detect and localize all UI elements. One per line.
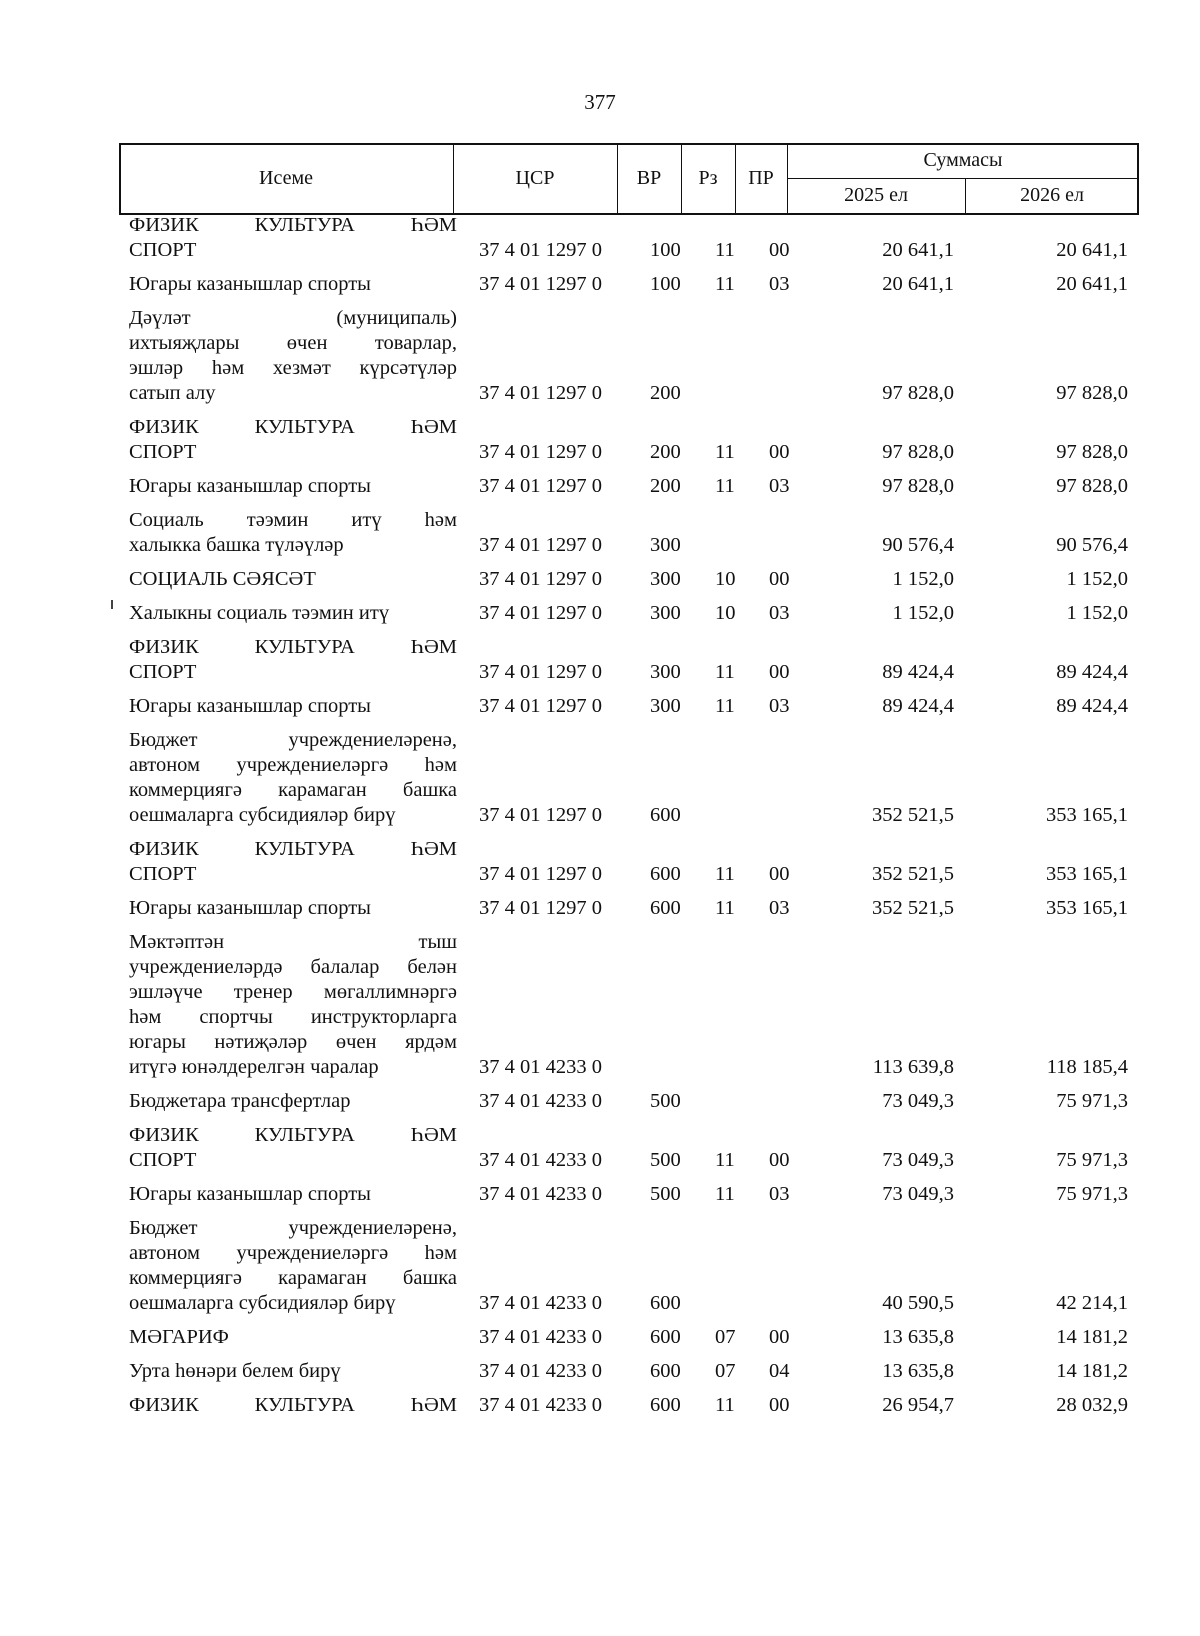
row-name-line: ФИЗИК КУЛЬТУРА ҺӘМ (129, 416, 457, 438)
row-name-line: Дәүләт (муниципаль) (129, 307, 457, 329)
row-sum-2026: 75 971,3 (1056, 1183, 1128, 1205)
page-number: 377 (584, 90, 616, 114)
row-sum-2025: 40 590,5 (882, 1292, 954, 1314)
table-row (0, 694, 1200, 719)
row-sum-2026: 90 576,4 (1056, 534, 1128, 556)
row-sum-2025: 97 828,0 (882, 441, 954, 463)
row-pr: 03 (769, 1183, 790, 1205)
row-name-line: Халыкны социаль тәэмин итү (129, 602, 390, 624)
row-vr: 500 (650, 1090, 681, 1112)
row-sum-2025: 13 635,8 (882, 1360, 954, 1382)
row-sum-2025: 73 049,3 (882, 1183, 954, 1205)
row-name (129, 837, 457, 887)
row-csr: 37 4 01 1297 0 (479, 602, 602, 624)
row-sum-2025: 89 424,4 (882, 661, 954, 683)
row-vr: 200 (650, 382, 681, 404)
table-row (0, 508, 1200, 558)
header-year-2025: 2025 ел (844, 184, 908, 206)
row-vr: 600 (650, 1326, 681, 1348)
row-csr: 37 4 01 4233 0 (479, 1360, 602, 1382)
row-sum-2025: 97 828,0 (882, 475, 954, 497)
row-rz: 11 (715, 1183, 735, 1205)
row-name-line: ФИЗИК КУЛЬТУРА ҺӘМ (129, 1124, 457, 1146)
row-vr: 600 (650, 1292, 681, 1314)
row-name (129, 635, 457, 685)
row-csr: 37 4 01 1297 0 (479, 273, 602, 295)
row-sum-2025: 97 828,0 (882, 382, 954, 404)
row-csr: 37 4 01 4233 0 (479, 1056, 602, 1078)
row-rz: 11 (715, 1149, 735, 1171)
row-sum-2026: 97 828,0 (1056, 382, 1128, 404)
row-sum-2025: 20 641,1 (882, 239, 954, 261)
row-name (129, 306, 457, 406)
row-sum-2025: 1 152,0 (892, 568, 954, 590)
row-csr: 37 4 01 1297 0 (479, 441, 602, 463)
row-csr: 37 4 01 1297 0 (479, 695, 602, 717)
row-sum-2026: 89 424,4 (1056, 695, 1128, 717)
row-vr: 500 (650, 1149, 681, 1171)
table-row (0, 213, 1200, 263)
header-rz: Рз (698, 166, 718, 189)
row-sum-2025: 89 424,4 (882, 695, 954, 717)
row-sum-2025: 73 049,3 (882, 1090, 954, 1112)
header-year-2026: 2026 ел (1020, 184, 1084, 206)
row-name (129, 213, 457, 263)
row-name (129, 272, 457, 297)
row-vr: 100 (650, 239, 681, 261)
row-name-line: ФИЗИК КУЛЬТУРА ҺӘМ (129, 1394, 457, 1416)
row-name-line: ФИЗИК КУЛЬТУРА ҺӘМ (129, 636, 457, 658)
row-name-line: эшләүче тренер мөгаллимнәргә (129, 981, 457, 1003)
table-row (0, 601, 1200, 626)
row-pr: 04 (769, 1360, 790, 1382)
row-name (129, 896, 457, 921)
row-pr: 03 (769, 273, 790, 295)
row-name-line: Югары казанышлар спорты (129, 695, 371, 717)
row-rz: 11 (715, 1394, 735, 1416)
row-pr: 00 (769, 1326, 790, 1348)
row-name-line: коммерциягә карамаган башка (129, 1267, 457, 1289)
header-pr: ПР (748, 166, 774, 189)
row-vr: 500 (650, 1183, 681, 1205)
row-vr: 600 (650, 804, 681, 826)
row-name-line: коммерциягә карамаган башка (129, 779, 457, 801)
header-csr: ЦСР (515, 166, 555, 189)
row-sum-2026: 353 165,1 (1046, 804, 1128, 826)
row-pr: 03 (769, 695, 790, 717)
row-csr: 37 4 01 4233 0 (479, 1394, 602, 1416)
row-pr: 00 (769, 239, 790, 261)
row-name (129, 1216, 457, 1316)
row-name (129, 728, 457, 828)
row-name (129, 601, 457, 626)
row-csr: 37 4 01 1297 0 (479, 863, 602, 885)
table-row (0, 635, 1200, 685)
row-rz: 11 (715, 475, 735, 497)
row-rz: 11 (715, 695, 735, 717)
row-sum-2026: 118 185,4 (1046, 1056, 1128, 1078)
row-sum-2025: 1 152,0 (892, 602, 954, 624)
row-sum-2026: 28 032,9 (1056, 1394, 1128, 1416)
row-name-line: Югары казанышлар спорты (129, 1183, 371, 1205)
row-name-line: автоном учреждениеләргә һәм (129, 754, 457, 776)
row-name-line: СПОРТ (129, 441, 197, 463)
row-pr: 03 (769, 897, 790, 919)
row-vr: 200 (650, 475, 681, 497)
row-name-line: ихтыяҗлары өчен товарлар, (129, 332, 457, 354)
row-vr: 600 (650, 1360, 681, 1382)
row-sum-2025: 73 049,3 (882, 1149, 954, 1171)
row-name-line: СПОРТ (129, 661, 197, 683)
row-name (129, 508, 457, 558)
row-name-line: Югары казанышлар спорты (129, 897, 371, 919)
row-vr: 200 (650, 441, 681, 463)
row-rz: 11 (715, 661, 735, 683)
table-row (0, 567, 1200, 592)
row-rz: 11 (715, 273, 735, 295)
row-pr: 00 (769, 661, 790, 683)
row-name-line: эшләр һәм хезмәт күрсәтүләр (129, 357, 457, 379)
row-sum-2025: 26 954,7 (882, 1394, 954, 1416)
row-sum-2026: 353 165,1 (1046, 897, 1128, 919)
row-name (129, 1089, 457, 1114)
row-sum-2026: 75 971,3 (1056, 1090, 1128, 1112)
row-name-line: итүгә юнәлдерелгән чаралар (129, 1056, 379, 1078)
table-header (119, 143, 1139, 215)
row-name-line: Бюджет учреждениеләренә, (129, 729, 457, 751)
table-body (0, 213, 1200, 1473)
row-sum-2026: 20 641,1 (1056, 273, 1128, 295)
row-vr: 300 (650, 661, 681, 683)
row-vr: 600 (650, 897, 681, 919)
row-name-line: СПОРТ (129, 1149, 197, 1171)
row-csr: 37 4 01 1297 0 (479, 804, 602, 826)
row-sum-2025: 352 521,5 (872, 863, 954, 885)
row-name (129, 474, 457, 499)
row-csr: 37 4 01 1297 0 (479, 534, 602, 556)
row-name-line: Урта һөнәри белем бирү (129, 1360, 341, 1382)
row-sum-2026: 97 828,0 (1056, 441, 1128, 463)
row-name-line: СОЦИАЛЬ СӘЯСӘТ (129, 568, 316, 590)
row-csr: 37 4 01 4233 0 (479, 1326, 602, 1348)
header-name: Исеме (259, 166, 313, 189)
row-name (129, 1359, 457, 1384)
header-vr: ВР (636, 166, 662, 189)
row-name-line: оешмаларга субсидияләр бирү (129, 1292, 396, 1314)
row-rz: 07 (715, 1360, 736, 1382)
row-pr: 00 (769, 863, 790, 885)
row-name-line: учреждениеләрдә балалар белән (129, 956, 457, 978)
row-sum-2026: 14 181,2 (1056, 1326, 1128, 1348)
row-name-line: СПОРТ (129, 863, 197, 885)
row-sum-2025: 13 635,8 (882, 1326, 954, 1348)
row-name-line: СПОРТ (129, 239, 197, 261)
table-row (0, 896, 1200, 921)
row-rz: 11 (715, 897, 735, 919)
table-row (0, 1182, 1200, 1207)
row-rz: 10 (715, 602, 736, 624)
row-csr: 37 4 01 1297 0 (479, 897, 602, 919)
row-pr: 03 (769, 602, 790, 624)
row-name (129, 694, 457, 719)
row-sum-2026: 75 971,3 (1056, 1149, 1128, 1171)
table-row (0, 1123, 1200, 1173)
row-vr: 600 (650, 863, 681, 885)
row-name-line: оешмаларга субсидияләр бирү (129, 804, 396, 826)
row-vr: 300 (650, 602, 681, 624)
row-rz: 07 (715, 1326, 736, 1348)
table-row (0, 306, 1200, 406)
row-sum-2026: 353 165,1 (1046, 863, 1128, 885)
row-csr: 37 4 01 1297 0 (479, 475, 602, 497)
row-name (129, 1325, 457, 1350)
row-name-line: халыкка башка түләүләр (129, 534, 344, 556)
row-sum-2026: 1 152,0 (1066, 568, 1128, 590)
table-row (0, 272, 1200, 297)
row-sum-2026: 89 424,4 (1056, 661, 1128, 683)
row-name-line: Бюджетара трансфертлар (129, 1090, 351, 1112)
row-name-line: Мәктәптән тыш (129, 931, 457, 953)
row-pr: 03 (769, 475, 790, 497)
table-row (0, 728, 1200, 828)
row-csr: 37 4 01 4233 0 (479, 1149, 602, 1171)
row-name (129, 930, 457, 1080)
table-row (0, 837, 1200, 887)
row-name (129, 567, 457, 592)
table-row (0, 1089, 1200, 1114)
margin-mark (111, 600, 113, 609)
table-row (0, 1325, 1200, 1350)
row-name-line: автоном учреждениеләргә һәм (129, 1242, 457, 1264)
row-csr: 37 4 01 1297 0 (479, 661, 602, 683)
row-sum-2026: 1 152,0 (1066, 602, 1128, 624)
row-csr: 37 4 01 4233 0 (479, 1183, 602, 1205)
table-row (0, 415, 1200, 465)
row-name (129, 1123, 457, 1173)
row-csr: 37 4 01 4233 0 (479, 1090, 602, 1112)
row-name (129, 1182, 457, 1207)
row-vr: 300 (650, 534, 681, 556)
row-vr: 600 (650, 1394, 681, 1416)
row-name (129, 415, 457, 465)
table-row (0, 474, 1200, 499)
row-name-line: Социаль тәэмин итү һәм (129, 509, 457, 531)
row-pr: 00 (769, 1149, 790, 1171)
row-name-line: ФИЗИК КУЛЬТУРА ҺӘМ (129, 214, 457, 236)
row-sum-2025: 90 576,4 (882, 534, 954, 556)
row-name-line: һәм спортчы инструкторларга (129, 1006, 457, 1028)
row-name (129, 1393, 457, 1418)
row-vr: 100 (650, 273, 681, 295)
row-name-line: Югары казанышлар спорты (129, 273, 371, 295)
row-pr: 00 (769, 568, 790, 590)
row-sum-2026: 42 214,1 (1056, 1292, 1128, 1314)
table-row (0, 930, 1200, 1080)
row-rz: 11 (715, 441, 735, 463)
row-name-line: ФИЗИК КУЛЬТУРА ҺӘМ (129, 838, 457, 860)
row-vr: 300 (650, 695, 681, 717)
row-name-line: сатып алу (129, 382, 216, 404)
row-pr: 00 (769, 1394, 790, 1416)
row-sum-2026: 97 828,0 (1056, 475, 1128, 497)
row-sum-2026: 20 641,1 (1056, 239, 1128, 261)
row-vr: 300 (650, 568, 681, 590)
row-sum-2025: 352 521,5 (872, 897, 954, 919)
row-rz: 10 (715, 568, 736, 590)
table-row (0, 1359, 1200, 1384)
table-row (0, 1393, 1200, 1418)
row-name-line: югары нәтиҗәләр өчен ярдәм (129, 1031, 457, 1053)
row-pr: 00 (769, 441, 790, 463)
row-name-line: Югары казанышлар спорты (129, 475, 371, 497)
row-csr: 37 4 01 1297 0 (479, 382, 602, 404)
row-rz: 11 (715, 863, 735, 885)
row-sum-2025: 352 521,5 (872, 804, 954, 826)
row-csr: 37 4 01 1297 0 (479, 568, 602, 590)
row-sum-2026: 14 181,2 (1056, 1360, 1128, 1382)
row-name-line: МӘГАРИФ (129, 1326, 229, 1348)
row-sum-2025: 113 639,8 (872, 1056, 954, 1078)
row-csr: 37 4 01 1297 0 (479, 239, 602, 261)
row-sum-2025: 20 641,1 (882, 273, 954, 295)
table-row (0, 1216, 1200, 1316)
header-sums: Суммасы (923, 149, 1003, 171)
row-rz: 11 (715, 239, 735, 261)
row-csr: 37 4 01 4233 0 (479, 1292, 602, 1314)
row-name-line: Бюджет учреждениеләренә, (129, 1217, 457, 1239)
